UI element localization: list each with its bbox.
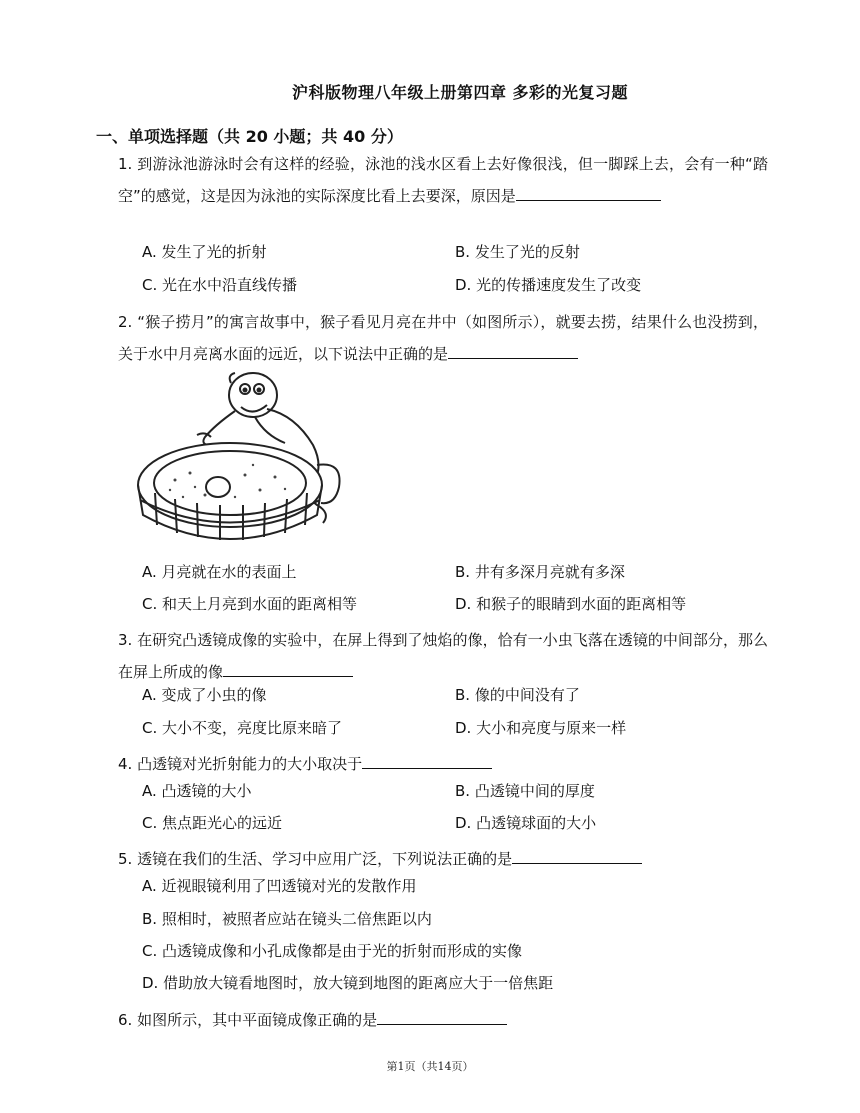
document-title: 沪科版物理八年级上册第四章 多彩的光复习题 <box>291 83 629 102</box>
monkey-well-illustration <box>135 365 350 550</box>
option-c: C. 光在水中沿直线传播 <box>142 276 298 294</box>
page-footer: 第1页（共14页） <box>386 1060 474 1073</box>
question-stem: 3. 在研究凸透镜成像的实验中，在屏上得到了烛焰的像，恰有一小虫飞落在透镜的中间部分，那么在屏上所成的像 <box>118 631 768 681</box>
option-b: B. 发生了光的反射 <box>455 243 580 261</box>
question-1 <box>118 148 768 212</box>
question-6 <box>118 1004 768 1036</box>
option-c: C. 凸透镜成像和小孔成像都是由于光的折射而形成的实像 <box>142 942 523 960</box>
answer-blank[interactable] <box>448 340 578 359</box>
question-5 <box>118 843 768 875</box>
option-a: A. 凸透镜的大小 <box>142 782 252 800</box>
monkey-well-image <box>135 365 350 550</box>
option-d: D. 大小和亮度与原来一样 <box>455 719 627 737</box>
question-stem: 6. 如图所示，其中平面镜成像正确的是 <box>118 1011 378 1029</box>
question-2 <box>118 306 768 370</box>
answer-blank[interactable] <box>377 1006 507 1025</box>
question-3 <box>118 624 768 688</box>
option-c: C. 大小不变，亮度比原来暗了 <box>142 719 343 737</box>
option-b: B. 井有多深月亮就有多深 <box>455 563 625 581</box>
question-stem: 4. 凸透镜对光折射能力的大小取决于 <box>118 755 363 773</box>
option-a: A. 月亮就在水的表面上 <box>142 563 297 581</box>
option-a: A. 发生了光的折射 <box>142 243 267 261</box>
option-b: B. 像的中间没有了 <box>455 686 580 704</box>
option-b: B. 凸透镜中间的厚度 <box>455 782 595 800</box>
option-d: D. 光的传播速度发生了改变 <box>455 276 642 294</box>
option-c: C. 和天上月亮到水面的距离相等 <box>142 595 358 613</box>
answer-blank[interactable] <box>512 845 642 864</box>
option-d: D. 借助放大镜看地图时，放大镜到地图的距离应大于一倍焦距 <box>142 974 554 992</box>
option-b: B. 照相时，被照者应站在镜头二倍焦距以内 <box>142 910 432 928</box>
question-4 <box>118 748 768 780</box>
option-d: D. 凸透镜球面的大小 <box>455 814 597 832</box>
answer-blank[interactable] <box>362 750 492 769</box>
option-d: D. 和猴子的眼睛到水面的距离相等 <box>455 595 687 613</box>
section-heading: 一、单项选择题（共 20 小题；共 40 分） <box>96 127 403 146</box>
answer-blank[interactable] <box>223 658 353 677</box>
answer-blank[interactable] <box>516 182 661 201</box>
question-stem: 5. 透镜在我们的生活、学习中应用广泛，下列说法正确的是 <box>118 850 513 868</box>
option-a: A. 变成了小虫的像 <box>142 686 267 704</box>
option-a: A. 近视眼镜利用了凹透镜对光的发散作用 <box>142 877 417 895</box>
option-c: C. 焦点距光心的远近 <box>142 814 283 832</box>
question-stem: 1. 到游泳池游泳时会有这样的经验，泳池的浅水区看上去好像很浅，但一脚踩上去，会有一种“踏空”的感觉，这是因为泳池的实际深度比看上去要深，原因是 <box>118 155 768 205</box>
question-stem: 2. “猴子捞月”的寓言故事中，猴子看见月亮在井中（如图所示），就要去捞，结果什么也没捞到，关于水中月亮离水面的远近，以下说法中正确的是 <box>118 313 768 363</box>
